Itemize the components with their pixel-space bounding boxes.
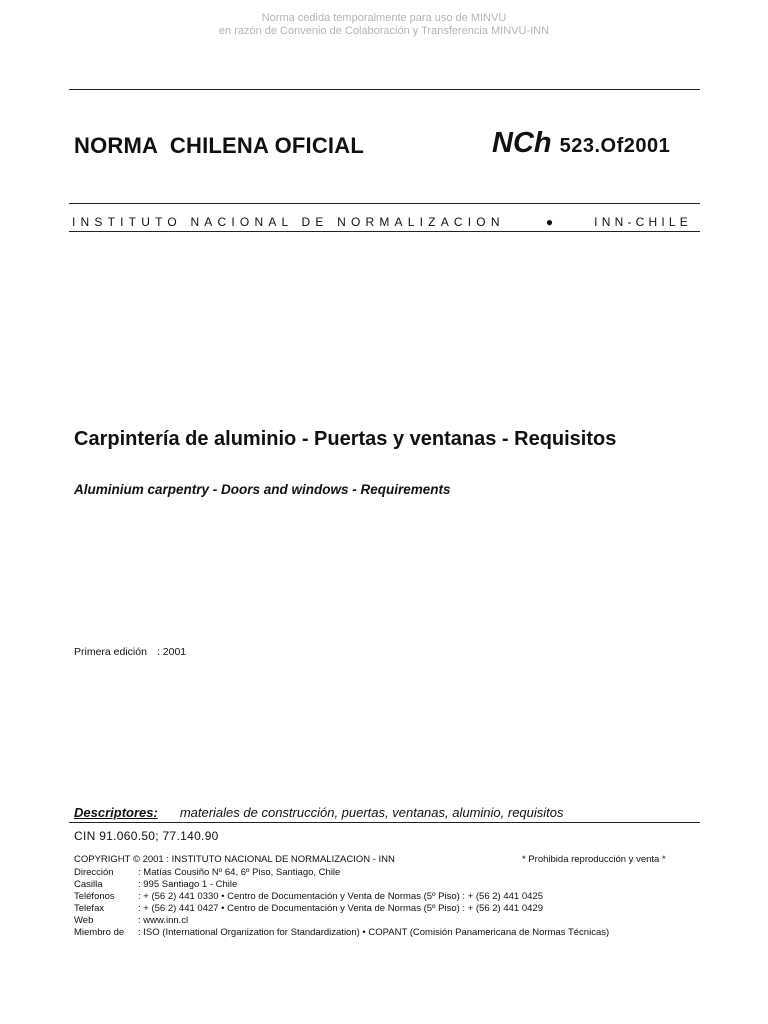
institute-divider-bottom — [69, 231, 700, 232]
bullet-icon: ● — [545, 215, 554, 229]
standard-code-number: 523.Of2001 — [559, 135, 671, 157]
contact-label: Dirección — [74, 867, 114, 878]
contact-info — [74, 867, 609, 940]
contact-label: Telefax — [74, 903, 105, 915]
document-subtitle: Aluminium carpentry - Doors and windows - Requirements — [74, 482, 451, 497]
contact-row-web — [74, 915, 609, 927]
edition-label: Primera edición — [74, 646, 147, 658]
contact-row-telefonos — [74, 891, 609, 903]
document-title: Carpintería de aluminio - Puertas y ventanas - Requisitos — [74, 428, 617, 450]
contact-value: : + (56 2) 441 0330 • Centro de Documentación y Venta de Normas (5º Piso) : + (56 2) 441 0425 — [138, 891, 543, 903]
copyright-notice: COPYRIGHT © 2001 : INSTITUTO NACIONAL DE NORMALIZACION - INN — [74, 854, 395, 865]
institute-divider-top — [69, 203, 700, 204]
descriptors — [74, 805, 564, 820]
contact-label: Teléfonos — [74, 891, 115, 903]
contact-label: Miembro de — [74, 927, 125, 939]
contact-row-miembro — [74, 927, 609, 939]
institute-line — [72, 215, 692, 229]
contact-row-telefax — [74, 903, 609, 915]
edition — [74, 646, 186, 658]
institute-country: INN-CHILE — [594, 215, 692, 229]
descriptors-text: materiales de construcción, puertas, ventanas, aluminio, requisitos — [179, 805, 564, 820]
watermark — [0, 12, 768, 38]
contact-value: : Matías Cousiño Nº 64, 6º Piso, Santiago, Chile — [138, 867, 341, 878]
institute-name: INSTITUTO NACIONAL DE NORMALIZACION — [72, 215, 505, 229]
contact-value-web-link: : www.inn.cl — [138, 915, 189, 927]
descriptors-label: Descriptores: — [74, 805, 158, 820]
cin-code: CIN 91.060.50; 77.140.90 — [74, 829, 219, 843]
contact-row-casilla — [74, 879, 609, 891]
top-divider — [69, 89, 700, 90]
descriptors-divider — [69, 822, 700, 823]
contact-value: : ISO (International Organization for Standardization) • COPANT (Comisión Panamericana de Normas Técnicas) — [138, 927, 610, 939]
contact-label: Web — [74, 915, 94, 927]
norma-title: NORMA CHILENA OFICIAL — [74, 133, 364, 158]
watermark-line-2: en razón de Convenio de Colaboración y Transferencia MINVU-INN — [218, 25, 550, 37]
edition-value: : 2001 — [156, 646, 187, 658]
contact-value: : + (56 2) 441 0427 • Centro de Documentación y Venta de Normas (5º Piso) : + (56 2) 441 0429 — [138, 903, 543, 915]
standard-code — [492, 127, 670, 160]
standard-code-prefix: NCh — [492, 127, 552, 159]
watermark-line-1: Norma cedida temporalmente para uso de MINVU — [261, 12, 507, 24]
contact-row-direccion — [74, 867, 609, 879]
contact-value: : 995 Santiago 1 - Chile — [138, 879, 238, 891]
reproduction-notice: * Prohibida reproducción y venta * — [522, 854, 666, 865]
contact-label: Casilla — [74, 879, 103, 891]
